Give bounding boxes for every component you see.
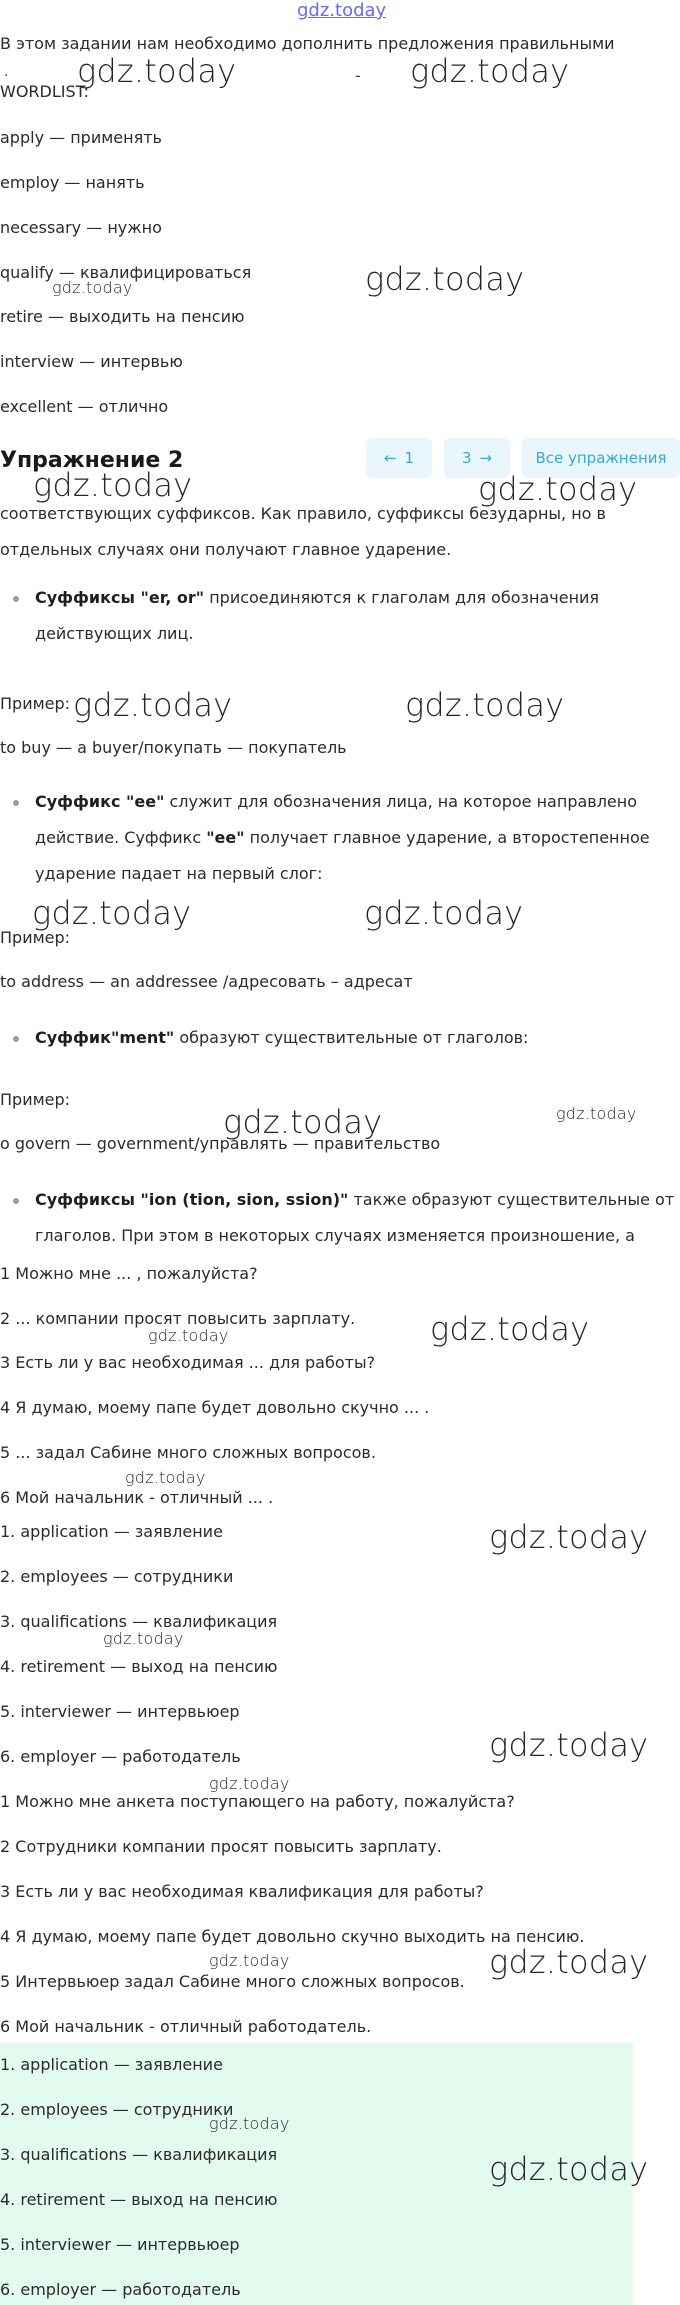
- answer-item: 1 Можно мне анкета поступающего на работу, пожалуйста?: [0, 1792, 515, 1811]
- bullet-icon: [13, 1198, 19, 1204]
- arrow-left-icon: ←: [383, 449, 397, 467]
- rule-line: [35, 580, 599, 616]
- next-exercise-label: 3: [461, 449, 472, 467]
- wordlist-item: interview — интервью: [0, 352, 183, 371]
- watermark: gdz.today: [410, 52, 570, 90]
- rule-suffix: Суффиксы "ion (tion, sion, ssion)": [35, 1190, 349, 1209]
- rule-text: присоединяются к глаголам для обозначения: [204, 588, 600, 607]
- task-item: 5 ... задал Сабине много сложных вопросов.: [0, 1443, 376, 1462]
- rule-line: [35, 820, 650, 856]
- wordlist-item: necessary — нужно: [0, 218, 162, 237]
- wordlist-item: qualify — квалифицироваться: [0, 263, 252, 282]
- watermark: gdz.today: [148, 1326, 229, 1345]
- rule-text: образуют существительные от глаголов:: [174, 1028, 529, 1047]
- rule-text: получает главное ударение, а второстепенное: [244, 828, 650, 847]
- word-item: 4. retirement — выход на пенсию: [0, 2190, 278, 2209]
- word-item: 6. employer — работодатель: [0, 2280, 241, 2299]
- word-item: 3. qualifications — квалификация: [0, 2145, 278, 2164]
- answer-item: 6 Мой начальник - отличный работодатель.: [0, 2017, 372, 2036]
- rule-suffix: "ee": [206, 828, 245, 847]
- suffix-intro-line: соответствующих суффиксов. Как правило, суффиксы безударны, но в: [0, 504, 606, 523]
- rule-line: [35, 1182, 674, 1218]
- watermark: gdz.today: [73, 686, 233, 724]
- example-text: to buy — a buyer/покупать — покупатель: [0, 738, 347, 757]
- task-item: 3 Есть ли у вас необходимая ... для работы?: [0, 1353, 376, 1372]
- wordlist-item: apply — применять: [0, 128, 162, 147]
- rule-line: глаголов. При этом в некоторых случаях изменяется произношение, а: [35, 1226, 635, 1245]
- word-item: 1. application — заявление: [0, 1522, 223, 1541]
- wordlist-item: excellent — отлично: [0, 397, 169, 416]
- rule-suffix: Суффик"ment": [35, 1028, 175, 1047]
- answer-item: 3 Есть ли у вас необходимая квалификация для работы?: [0, 1882, 484, 1901]
- word-item: 1. application — заявление: [0, 2055, 223, 2074]
- watermark: gdz.today: [489, 2150, 649, 2188]
- watermark: gdz.today: [209, 1951, 290, 1970]
- word-item: 3. qualifications — квалификация: [0, 1612, 278, 1631]
- word-item: 2. employees — сотрудники: [0, 2100, 234, 2119]
- task-item: 2 ... компании просят повысить зарплату.: [0, 1309, 356, 1328]
- word-item: 4. retirement — выход на пенсию: [0, 1657, 278, 1676]
- watermark: gdz.today: [489, 1943, 649, 1981]
- wordlist-item: employ — нанять: [0, 173, 145, 192]
- answer-item: 5 Интервьюер задал Сабине много сложных вопросов.: [0, 1972, 465, 1991]
- rule-text: служит для обозначения лица, на которое направлено: [164, 792, 638, 811]
- watermark: gdz.today: [209, 2114, 290, 2133]
- site-logo-link[interactable]: gdz.today: [297, 0, 387, 21]
- example-label: Пример:: [0, 928, 71, 947]
- suffix-intro-line: отдельных случаях они получают главное ударение.: [0, 540, 452, 559]
- intro-text: В этом задании нам необходимо дополнить предложения правильными: [0, 34, 615, 53]
- stray-dash: -: [355, 66, 361, 85]
- watermark: gdz.today: [364, 894, 524, 932]
- watermark: gdz.today: [430, 1310, 590, 1348]
- word-item: 5. interviewer — интервьюер: [0, 1702, 240, 1721]
- watermark: gdz.today: [405, 686, 565, 724]
- watermark: gdz.today: [556, 1104, 637, 1123]
- task-item: 4 Я думаю, моему папе будет довольно скучно ... .: [0, 1398, 430, 1417]
- rule-text: действие. Суффикс: [35, 828, 207, 847]
- watermark: gdz.today: [365, 260, 525, 298]
- watermark: gdz.today: [489, 1518, 649, 1556]
- wordlist-item: retire — выходить на пенсию: [0, 307, 245, 326]
- rule-line: [35, 1020, 528, 1056]
- arrow-right-icon: →: [479, 449, 493, 467]
- exercise-title: Упражнение 2: [0, 448, 184, 473]
- bullet-icon: [13, 596, 19, 602]
- rule-suffix: Суффикс "ee": [35, 792, 165, 811]
- example-text: to address — an addressee /адресовать – адресат: [0, 972, 413, 991]
- word-item: 6. employer — работодатель: [0, 1747, 241, 1766]
- rule-text: также образуют существительные от: [348, 1190, 675, 1209]
- watermark: gdz.today: [77, 52, 237, 90]
- watermark: gdz.today: [52, 278, 133, 297]
- rule-line: действующих лиц.: [35, 624, 194, 643]
- bullet-icon: [13, 1036, 19, 1042]
- rule-suffix: Суффиксы "er, or": [35, 588, 205, 607]
- task-item: 1 Можно мне ... , пожалуйста?: [0, 1264, 258, 1283]
- prev-exercise-button[interactable]: [366, 438, 432, 478]
- watermark: gdz.today: [209, 1774, 290, 1793]
- prev-exercise-label: 1: [404, 449, 415, 467]
- all-exercises-label: Все упражнения: [535, 449, 667, 467]
- watermark: gdz.today: [33, 466, 193, 504]
- word-item: 2. employees — сотрудники: [0, 1567, 234, 1586]
- answer-item: 4 Я думаю, моему папе будет довольно скучно выходить на пенсию.: [0, 1927, 585, 1946]
- task-item: 6 Мой начальник - отличный ... .: [0, 1488, 274, 1507]
- word-item: 5. interviewer — интервьюер: [0, 2235, 240, 2254]
- example-text: o govern — government/управлять — правительство: [0, 1134, 441, 1153]
- example-label: Пример:: [0, 1090, 71, 1109]
- watermark: gdz.today: [125, 1468, 206, 1487]
- bullet-icon: [13, 800, 19, 806]
- watermark: gdz.today: [489, 1726, 649, 1764]
- watermark: gdz.today: [478, 470, 638, 508]
- rule-line: ударение падает на первый слог:: [35, 864, 323, 883]
- stray-dot: .: [4, 64, 9, 80]
- example-label: Пример:: [0, 694, 71, 713]
- rule-line: [35, 784, 637, 820]
- wordlist-label: WORDLIST:: [0, 82, 90, 101]
- answer-item: 2 Сотрудники компании просят повысить зарплату.: [0, 1837, 442, 1856]
- watermark: gdz.today: [103, 1629, 184, 1648]
- watermark: gdz.today: [223, 1103, 383, 1141]
- watermark: gdz.today: [32, 894, 192, 932]
